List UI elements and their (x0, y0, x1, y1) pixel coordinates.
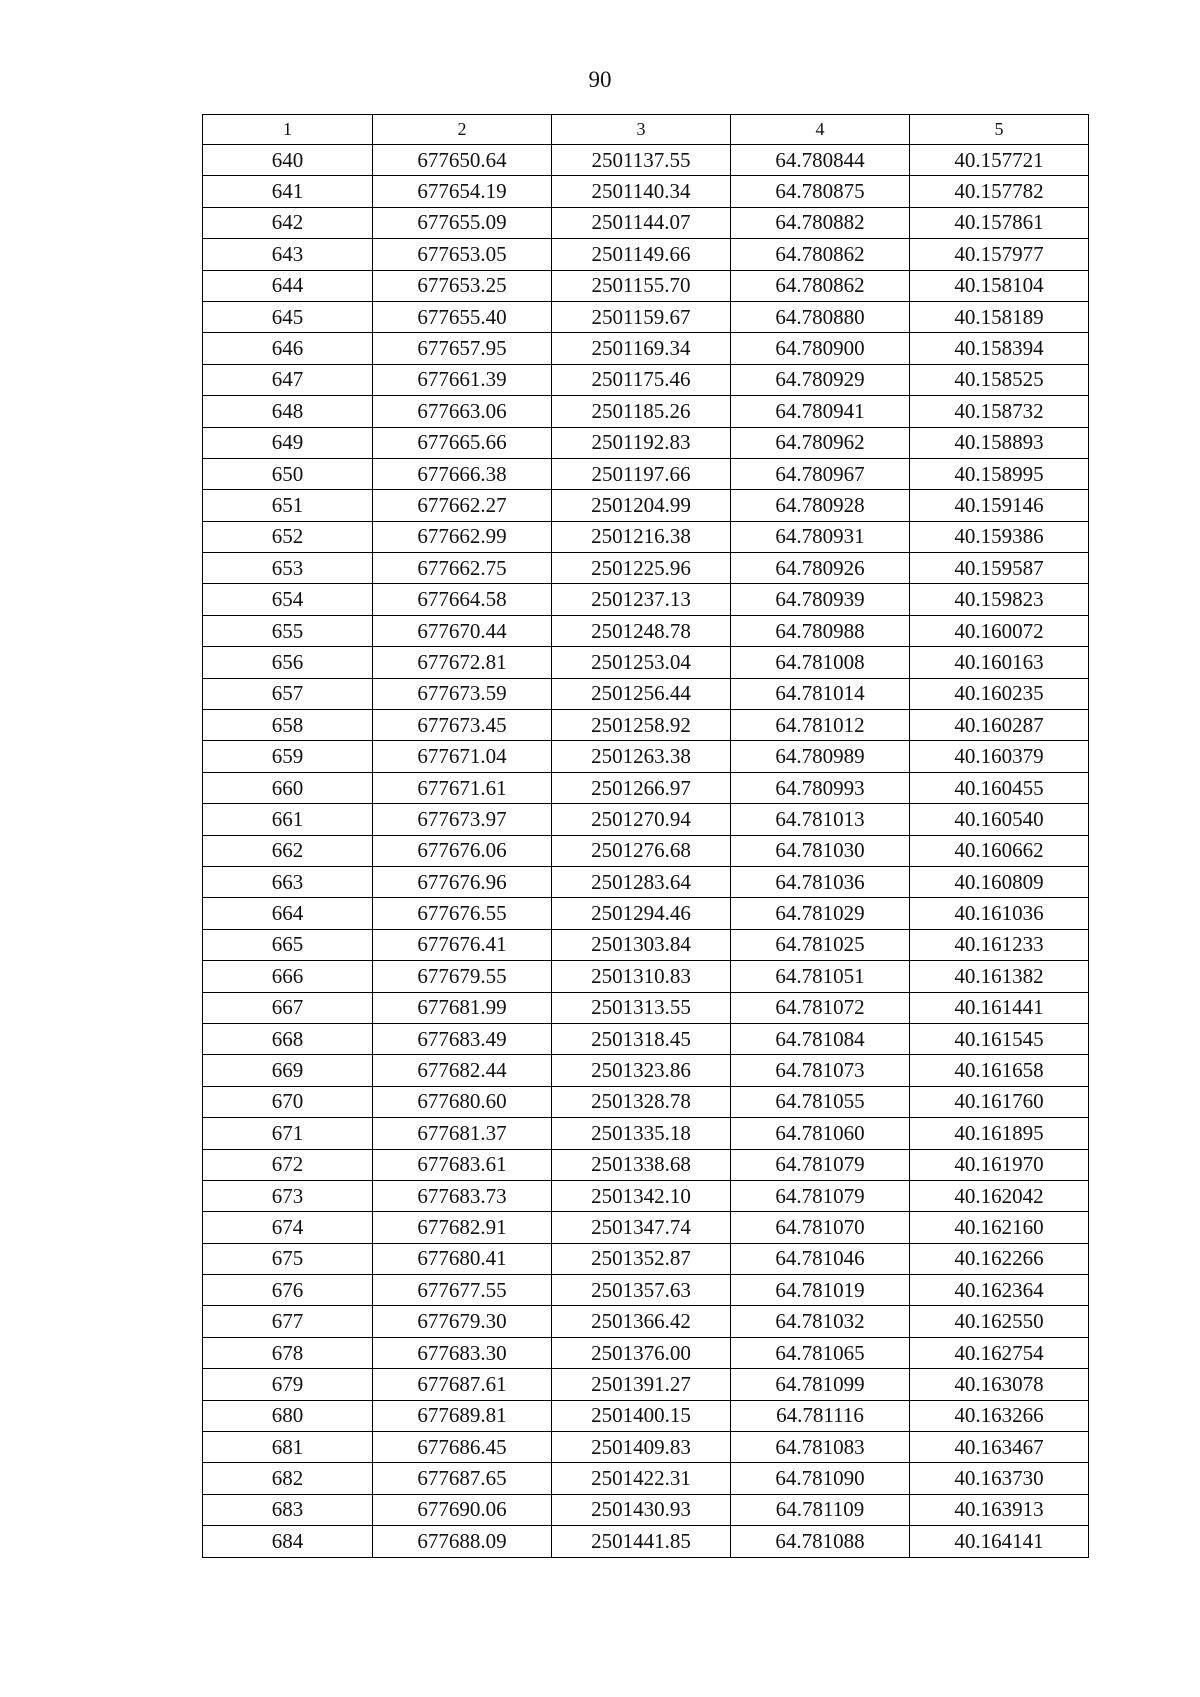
x-coordinate-cell: 677653.25 (373, 270, 552, 301)
point-number-cell: 663 (203, 866, 373, 897)
column-header-2: 2 (373, 115, 552, 145)
y-coordinate-cell: 2501144.07 (552, 207, 731, 238)
x-coordinate-cell: 677676.96 (373, 866, 552, 897)
longitude-cell: 40.161760 (910, 1086, 1089, 1117)
latitude-cell: 64.780862 (731, 270, 910, 301)
y-coordinate-cell: 2501441.85 (552, 1526, 731, 1557)
y-coordinate-cell: 2501256.44 (552, 678, 731, 709)
longitude-cell: 40.158104 (910, 270, 1089, 301)
table-row (203, 364, 1089, 395)
longitude-cell: 40.160455 (910, 772, 1089, 803)
longitude-cell: 40.162160 (910, 1212, 1089, 1243)
x-coordinate-cell: 677654.19 (373, 176, 552, 207)
table-row (203, 678, 1089, 709)
x-coordinate-cell: 677682.91 (373, 1212, 552, 1243)
longitude-cell: 40.160287 (910, 710, 1089, 741)
latitude-cell: 64.781046 (731, 1243, 910, 1274)
point-number-cell: 664 (203, 898, 373, 929)
point-number-cell: 680 (203, 1400, 373, 1431)
y-coordinate-cell: 2501422.31 (552, 1463, 731, 1494)
longitude-cell: 40.158525 (910, 364, 1089, 395)
point-number-cell: 649 (203, 427, 373, 458)
longitude-cell: 40.161658 (910, 1055, 1089, 1086)
column-header-4: 4 (731, 115, 910, 145)
x-coordinate-cell: 677682.44 (373, 1055, 552, 1086)
x-coordinate-cell: 677683.30 (373, 1337, 552, 1368)
latitude-cell: 64.781013 (731, 804, 910, 835)
column-header-5: 5 (910, 115, 1089, 145)
y-coordinate-cell: 2501276.68 (552, 835, 731, 866)
latitude-cell: 64.780967 (731, 458, 910, 489)
y-coordinate-cell: 2501175.46 (552, 364, 731, 395)
x-coordinate-cell: 677653.05 (373, 239, 552, 270)
x-coordinate-cell: 677655.40 (373, 301, 552, 332)
latitude-cell: 64.781051 (731, 961, 910, 992)
table-row (203, 1212, 1089, 1243)
table-row (203, 1118, 1089, 1149)
latitude-cell: 64.781079 (731, 1180, 910, 1211)
table-row (203, 584, 1089, 615)
x-coordinate-cell: 677683.73 (373, 1180, 552, 1211)
table-row (203, 1243, 1089, 1274)
y-coordinate-cell: 2501294.46 (552, 898, 731, 929)
x-coordinate-cell: 677680.60 (373, 1086, 552, 1117)
table-row (203, 615, 1089, 646)
table-row (203, 333, 1089, 364)
table-row (203, 1494, 1089, 1525)
point-number-cell: 656 (203, 647, 373, 678)
latitude-cell: 64.781072 (731, 992, 910, 1023)
table-row (203, 521, 1089, 552)
table-row (203, 145, 1089, 176)
y-coordinate-cell: 2501197.66 (552, 458, 731, 489)
table-row (203, 490, 1089, 521)
longitude-cell: 40.161895 (910, 1118, 1089, 1149)
y-coordinate-cell: 2501409.83 (552, 1432, 731, 1463)
x-coordinate-cell: 677664.58 (373, 584, 552, 615)
y-coordinate-cell: 2501248.78 (552, 615, 731, 646)
point-number-cell: 641 (203, 176, 373, 207)
table-row (203, 710, 1089, 741)
y-coordinate-cell: 2501400.15 (552, 1400, 731, 1431)
point-number-cell: 675 (203, 1243, 373, 1274)
longitude-cell: 40.163078 (910, 1369, 1089, 1400)
longitude-cell: 40.159587 (910, 553, 1089, 584)
x-coordinate-cell: 677676.06 (373, 835, 552, 866)
y-coordinate-cell: 2501253.04 (552, 647, 731, 678)
longitude-cell: 40.158394 (910, 333, 1089, 364)
table-row (203, 1275, 1089, 1306)
x-coordinate-cell: 677671.61 (373, 772, 552, 803)
x-coordinate-cell: 677665.66 (373, 427, 552, 458)
y-coordinate-cell: 2501323.86 (552, 1055, 731, 1086)
longitude-cell: 40.161970 (910, 1149, 1089, 1180)
y-coordinate-cell: 2501137.55 (552, 145, 731, 176)
latitude-cell: 64.781030 (731, 835, 910, 866)
point-number-cell: 658 (203, 710, 373, 741)
latitude-cell: 64.780988 (731, 615, 910, 646)
point-number-cell: 644 (203, 270, 373, 301)
y-coordinate-cell: 2501258.92 (552, 710, 731, 741)
longitude-cell: 40.160235 (910, 678, 1089, 709)
latitude-cell: 64.780931 (731, 521, 910, 552)
point-number-cell: 643 (203, 239, 373, 270)
latitude-cell: 64.780880 (731, 301, 910, 332)
y-coordinate-cell: 2501185.26 (552, 396, 731, 427)
x-coordinate-cell: 677662.27 (373, 490, 552, 521)
y-coordinate-cell: 2501192.83 (552, 427, 731, 458)
point-number-cell: 667 (203, 992, 373, 1023)
y-coordinate-cell: 2501266.97 (552, 772, 731, 803)
point-number-cell: 662 (203, 835, 373, 866)
latitude-cell: 64.780989 (731, 741, 910, 772)
y-coordinate-cell: 2501310.83 (552, 961, 731, 992)
longitude-cell: 40.163913 (910, 1494, 1089, 1525)
latitude-cell: 64.780844 (731, 145, 910, 176)
latitude-cell: 64.781025 (731, 929, 910, 960)
latitude-cell: 64.781014 (731, 678, 910, 709)
latitude-cell: 64.780882 (731, 207, 910, 238)
point-number-cell: 677 (203, 1306, 373, 1337)
longitude-cell: 40.164141 (910, 1526, 1089, 1557)
longitude-cell: 40.161545 (910, 1023, 1089, 1054)
column-header-1: 1 (203, 115, 373, 145)
y-coordinate-cell: 2501352.87 (552, 1243, 731, 1274)
latitude-cell: 64.781070 (731, 1212, 910, 1243)
latitude-cell: 64.781029 (731, 898, 910, 929)
x-coordinate-cell: 677677.55 (373, 1275, 552, 1306)
y-coordinate-cell: 2501140.34 (552, 176, 731, 207)
latitude-cell: 64.781084 (731, 1023, 910, 1054)
latitude-cell: 64.781079 (731, 1149, 910, 1180)
x-coordinate-cell: 677666.38 (373, 458, 552, 489)
x-coordinate-cell: 677662.99 (373, 521, 552, 552)
table-row (203, 992, 1089, 1023)
point-number-cell: 655 (203, 615, 373, 646)
table-row (203, 427, 1089, 458)
y-coordinate-cell: 2501225.96 (552, 553, 731, 584)
point-number-cell: 654 (203, 584, 373, 615)
x-coordinate-cell: 677673.45 (373, 710, 552, 741)
x-coordinate-cell: 677676.55 (373, 898, 552, 929)
y-coordinate-cell: 2501263.38 (552, 741, 731, 772)
y-coordinate-cell: 2501430.93 (552, 1494, 731, 1525)
point-number-cell: 670 (203, 1086, 373, 1117)
table-header (203, 115, 1089, 145)
longitude-cell: 40.161382 (910, 961, 1089, 992)
point-number-cell: 673 (203, 1180, 373, 1211)
latitude-cell: 64.780900 (731, 333, 910, 364)
longitude-cell: 40.160540 (910, 804, 1089, 835)
table-row (203, 1463, 1089, 1494)
page-number: 90 (588, 67, 612, 92)
point-number-cell: 653 (203, 553, 373, 584)
y-coordinate-cell: 2501342.10 (552, 1180, 731, 1211)
x-coordinate-cell: 677681.99 (373, 992, 552, 1023)
x-coordinate-cell: 677673.97 (373, 804, 552, 835)
point-number-cell: 652 (203, 521, 373, 552)
point-number-cell: 679 (203, 1369, 373, 1400)
point-number-cell: 642 (203, 207, 373, 238)
table-row (203, 1526, 1089, 1557)
point-number-cell: 682 (203, 1463, 373, 1494)
point-number-cell: 661 (203, 804, 373, 835)
x-coordinate-cell: 677662.75 (373, 553, 552, 584)
latitude-cell: 64.780962 (731, 427, 910, 458)
table-row (203, 1306, 1089, 1337)
x-coordinate-cell: 677686.45 (373, 1432, 552, 1463)
x-coordinate-cell: 677670.44 (373, 615, 552, 646)
longitude-cell: 40.161441 (910, 992, 1089, 1023)
point-number-cell: 676 (203, 1275, 373, 1306)
table-row (203, 301, 1089, 332)
x-coordinate-cell: 677687.65 (373, 1463, 552, 1494)
x-coordinate-cell: 677657.95 (373, 333, 552, 364)
longitude-cell: 40.161233 (910, 929, 1089, 960)
table-row (203, 898, 1089, 929)
point-number-cell: 672 (203, 1149, 373, 1180)
longitude-cell: 40.159386 (910, 521, 1089, 552)
table-row (203, 1337, 1089, 1368)
longitude-cell: 40.162754 (910, 1337, 1089, 1368)
table-row (203, 1055, 1089, 1086)
table-row (203, 270, 1089, 301)
table-row (203, 866, 1089, 897)
table-row (203, 929, 1089, 960)
y-coordinate-cell: 2501376.00 (552, 1337, 731, 1368)
y-coordinate-cell: 2501204.99 (552, 490, 731, 521)
latitude-cell: 64.781012 (731, 710, 910, 741)
table-row (203, 1149, 1089, 1180)
table-row (203, 741, 1089, 772)
longitude-cell: 40.162042 (910, 1180, 1089, 1211)
latitude-cell: 64.781032 (731, 1306, 910, 1337)
point-number-cell: 647 (203, 364, 373, 395)
point-number-cell: 660 (203, 772, 373, 803)
x-coordinate-cell: 677661.39 (373, 364, 552, 395)
point-number-cell: 683 (203, 1494, 373, 1525)
y-coordinate-cell: 2501338.68 (552, 1149, 731, 1180)
table-row (203, 835, 1089, 866)
latitude-cell: 64.780941 (731, 396, 910, 427)
x-coordinate-cell: 677655.09 (373, 207, 552, 238)
longitude-cell: 40.160163 (910, 647, 1089, 678)
longitude-cell: 40.163730 (910, 1463, 1089, 1494)
x-coordinate-cell: 677671.04 (373, 741, 552, 772)
x-coordinate-cell: 677679.30 (373, 1306, 552, 1337)
y-coordinate-cell: 2501149.66 (552, 239, 731, 270)
point-number-cell: 669 (203, 1055, 373, 1086)
longitude-cell: 40.157861 (910, 207, 1089, 238)
y-coordinate-cell: 2501159.67 (552, 301, 731, 332)
y-coordinate-cell: 2501216.38 (552, 521, 731, 552)
x-coordinate-cell: 677688.09 (373, 1526, 552, 1557)
point-number-cell: 657 (203, 678, 373, 709)
latitude-cell: 64.781116 (731, 1400, 910, 1431)
longitude-cell: 40.163467 (910, 1432, 1089, 1463)
point-number-cell: 668 (203, 1023, 373, 1054)
longitude-cell: 40.158189 (910, 301, 1089, 332)
x-coordinate-cell: 677672.81 (373, 647, 552, 678)
table-body (203, 145, 1089, 1558)
table-row (203, 1180, 1089, 1211)
point-number-cell: 651 (203, 490, 373, 521)
latitude-cell: 64.781008 (731, 647, 910, 678)
table-row (203, 961, 1089, 992)
table-row (203, 396, 1089, 427)
latitude-cell: 64.781019 (731, 1275, 910, 1306)
latitude-cell: 64.781090 (731, 1463, 910, 1494)
latitude-cell: 64.780929 (731, 364, 910, 395)
latitude-cell: 64.781055 (731, 1086, 910, 1117)
table-row (203, 772, 1089, 803)
latitude-cell: 64.781073 (731, 1055, 910, 1086)
latitude-cell: 64.781065 (731, 1337, 910, 1368)
longitude-cell: 40.159146 (910, 490, 1089, 521)
longitude-cell: 40.163266 (910, 1400, 1089, 1431)
y-coordinate-cell: 2501155.70 (552, 270, 731, 301)
table-row (203, 458, 1089, 489)
table-row (203, 207, 1089, 238)
y-coordinate-cell: 2501270.94 (552, 804, 731, 835)
column-header-3: 3 (552, 115, 731, 145)
y-coordinate-cell: 2501169.34 (552, 333, 731, 364)
x-coordinate-cell: 677680.41 (373, 1243, 552, 1274)
longitude-cell: 40.160809 (910, 866, 1089, 897)
point-number-cell: 650 (203, 458, 373, 489)
longitude-cell: 40.157977 (910, 239, 1089, 270)
point-number-cell: 666 (203, 961, 373, 992)
latitude-cell: 64.781088 (731, 1526, 910, 1557)
table-row (203, 647, 1089, 678)
y-coordinate-cell: 2501318.45 (552, 1023, 731, 1054)
latitude-cell: 64.781109 (731, 1494, 910, 1525)
table-row (203, 1086, 1089, 1117)
y-coordinate-cell: 2501313.55 (552, 992, 731, 1023)
point-number-cell: 646 (203, 333, 373, 364)
longitude-cell: 40.162550 (910, 1306, 1089, 1337)
y-coordinate-cell: 2501328.78 (552, 1086, 731, 1117)
x-coordinate-cell: 677690.06 (373, 1494, 552, 1525)
table-row (203, 1400, 1089, 1431)
y-coordinate-cell: 2501357.63 (552, 1275, 731, 1306)
point-number-cell: 684 (203, 1526, 373, 1557)
longitude-cell: 40.158893 (910, 427, 1089, 458)
x-coordinate-cell: 677676.41 (373, 929, 552, 960)
y-coordinate-cell: 2501347.74 (552, 1212, 731, 1243)
x-coordinate-cell: 677687.61 (373, 1369, 552, 1400)
longitude-cell: 40.160379 (910, 741, 1089, 772)
longitude-cell: 40.158995 (910, 458, 1089, 489)
latitude-cell: 64.780875 (731, 176, 910, 207)
y-coordinate-cell: 2501237.13 (552, 584, 731, 615)
longitude-cell: 40.157721 (910, 145, 1089, 176)
point-number-cell: 640 (203, 145, 373, 176)
y-coordinate-cell: 2501303.84 (552, 929, 731, 960)
longitude-cell: 40.162364 (910, 1275, 1089, 1306)
x-coordinate-cell: 677673.59 (373, 678, 552, 709)
point-number-cell: 665 (203, 929, 373, 960)
latitude-cell: 64.780928 (731, 490, 910, 521)
x-coordinate-cell: 677681.37 (373, 1118, 552, 1149)
table-row (203, 239, 1089, 270)
x-coordinate-cell: 677679.55 (373, 961, 552, 992)
y-coordinate-cell: 2501335.18 (552, 1118, 731, 1149)
table-row (203, 804, 1089, 835)
point-number-cell: 645 (203, 301, 373, 332)
latitude-cell: 64.781060 (731, 1118, 910, 1149)
point-number-cell: 648 (203, 396, 373, 427)
x-coordinate-cell: 677683.61 (373, 1149, 552, 1180)
table-row (203, 176, 1089, 207)
coordinates-table (202, 114, 1089, 1558)
table-row (203, 553, 1089, 584)
x-coordinate-cell: 677663.06 (373, 396, 552, 427)
header-row (203, 115, 1089, 145)
y-coordinate-cell: 2501366.42 (552, 1306, 731, 1337)
longitude-cell: 40.162266 (910, 1243, 1089, 1274)
point-number-cell: 678 (203, 1337, 373, 1368)
y-coordinate-cell: 2501283.64 (552, 866, 731, 897)
latitude-cell: 64.780939 (731, 584, 910, 615)
longitude-cell: 40.161036 (910, 898, 1089, 929)
latitude-cell: 64.781083 (731, 1432, 910, 1463)
latitude-cell: 64.780862 (731, 239, 910, 270)
point-number-cell: 681 (203, 1432, 373, 1463)
x-coordinate-cell: 677683.49 (373, 1023, 552, 1054)
longitude-cell: 40.158732 (910, 396, 1089, 427)
latitude-cell: 64.780926 (731, 553, 910, 584)
point-number-cell: 674 (203, 1212, 373, 1243)
longitude-cell: 40.160662 (910, 835, 1089, 866)
longitude-cell: 40.160072 (910, 615, 1089, 646)
table-row (203, 1432, 1089, 1463)
point-number-cell: 671 (203, 1118, 373, 1149)
latitude-cell: 64.780993 (731, 772, 910, 803)
table-row (203, 1023, 1089, 1054)
latitude-cell: 64.781099 (731, 1369, 910, 1400)
point-number-cell: 659 (203, 741, 373, 772)
x-coordinate-cell: 677689.81 (373, 1400, 552, 1431)
x-coordinate-cell: 677650.64 (373, 145, 552, 176)
longitude-cell: 40.157782 (910, 176, 1089, 207)
table-row (203, 1369, 1089, 1400)
latitude-cell: 64.781036 (731, 866, 910, 897)
y-coordinate-cell: 2501391.27 (552, 1369, 731, 1400)
longitude-cell: 40.159823 (910, 584, 1089, 615)
